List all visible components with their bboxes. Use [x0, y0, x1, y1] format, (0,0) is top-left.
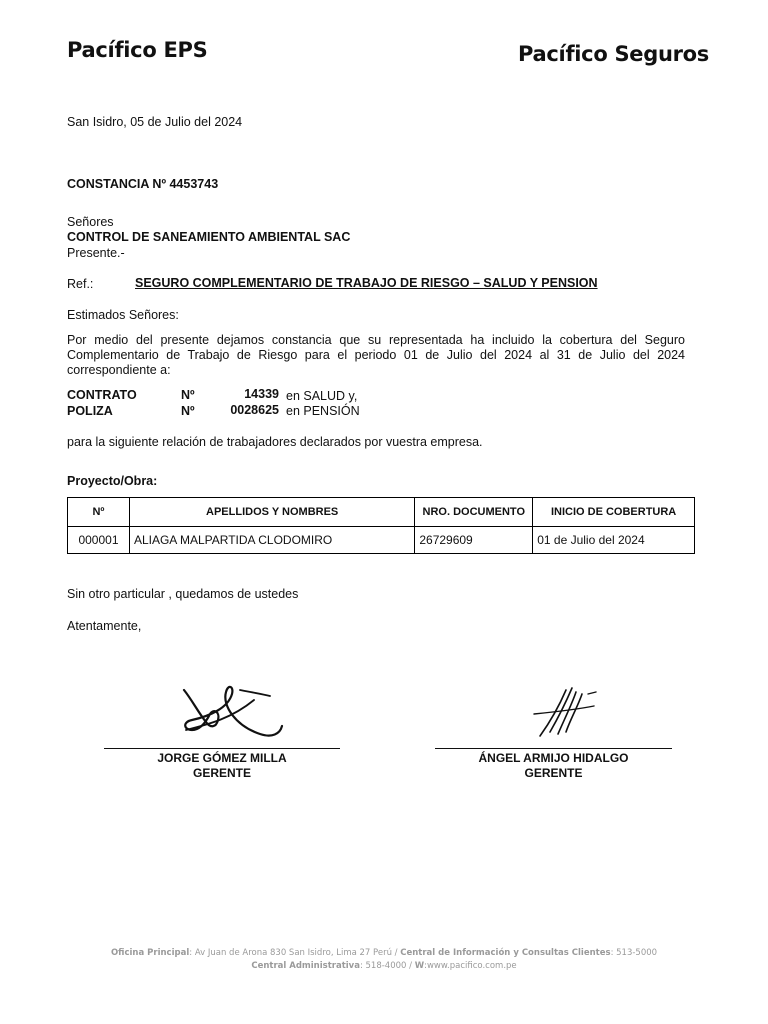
signature-line-right	[435, 748, 672, 749]
closing-text: Sin otro particular , quedamos de ustedes	[67, 587, 299, 601]
footer-admin-label: Central Administrativa	[251, 961, 360, 971]
footer-office-label: Oficina Principal	[110, 948, 190, 958]
footer-line-2	[0, 960, 768, 973]
signature-image-right	[530, 684, 610, 744]
cell-coverage-start: 01 de Julio del 2024	[533, 527, 695, 554]
cell-names: ALIAGA MALPARTIDA CLODOMIRO	[129, 527, 414, 554]
footer-admin-text: : 518-4000 /	[359, 961, 415, 971]
col-header-coverage-start: INICIO DE COBERTURA	[533, 498, 695, 527]
signature-line-left	[104, 748, 340, 749]
table-row	[68, 527, 695, 554]
greeting: Estimados Señores:	[67, 308, 179, 322]
contrato-suffix: en SALUD y,	[286, 389, 358, 403]
body-paragraph: Por medio del presente dejamos constancia que su representada ha incluido la cobertura del Seguro Complementario de Trabajo de Riesgo para el periodo 01 de Julio del 2024 al 31 de Julio del 2024 correspondiente a:	[67, 333, 685, 377]
company-name: CONTROL DE SANEAMIENTO AMBIENTAL SAC	[67, 230, 351, 244]
brand-pacifico-seguros: Pacífico Seguros	[518, 42, 709, 66]
regards-text: Atentamente,	[67, 619, 142, 633]
salutation: Señores	[67, 215, 114, 229]
footer-web-text: :www.pacifico.com.pe	[424, 961, 517, 971]
poliza-number: 0028625	[230, 403, 279, 417]
col-header-document: NRO. DOCUMENTO	[415, 498, 533, 527]
ref-label: Ref.:	[67, 277, 94, 291]
workers-table	[67, 497, 695, 554]
presente: Presente.-	[67, 246, 125, 260]
poliza-no-label: Nº	[181, 404, 195, 418]
col-header-names: APELLIDOS Y NOMBRES	[129, 498, 414, 527]
footer-info-label: Central de Información y Consultas Clientes	[400, 948, 611, 958]
footer-info-text: : 513-5000	[610, 948, 658, 958]
poliza-suffix: en PENSIÓN	[286, 404, 360, 418]
contrato-no-label: Nº	[181, 388, 195, 402]
footer	[0, 947, 768, 973]
ref-subject: SEGURO COMPLEMENTARIO DE TRABAJO DE RIESGO – SALUD Y PENSION	[135, 276, 598, 290]
contrato-label: CONTRATO	[67, 388, 137, 402]
signer-role-left: GERENTE	[192, 766, 251, 780]
table-header-row	[68, 498, 695, 527]
brand-pacifico-eps: Pacífico EPS	[67, 38, 208, 62]
place-date: San Isidro, 05 de Julio del 2024	[67, 115, 243, 129]
cell-number: 000001	[68, 527, 130, 554]
poliza-label: POLIZA	[67, 404, 113, 418]
contrato-number: 14339	[244, 387, 279, 401]
footer-web-label: W	[414, 961, 425, 971]
signer-name-right: ÁNGEL ARMIJO HIDALGO	[478, 751, 629, 765]
cell-document: 26729609	[415, 527, 533, 554]
relation-text: para la siguiente relación de trabajadores declarados por vuestra empresa.	[67, 435, 483, 449]
col-header-number: Nº	[68, 498, 130, 527]
signer-name-left: JORGE GÓMEZ MILLA	[157, 751, 287, 765]
signer-role-right: GERENTE	[524, 766, 583, 780]
project-label: Proyecto/Obra:	[67, 474, 158, 488]
footer-office-text: : Av Juan de Arona 830 San Isidro, Lima 27 Perú /	[189, 948, 401, 958]
footer-line-1	[0, 947, 768, 960]
signature-image-left	[170, 678, 300, 748]
constancia-number: CONSTANCIA Nº 4453743	[67, 177, 219, 191]
